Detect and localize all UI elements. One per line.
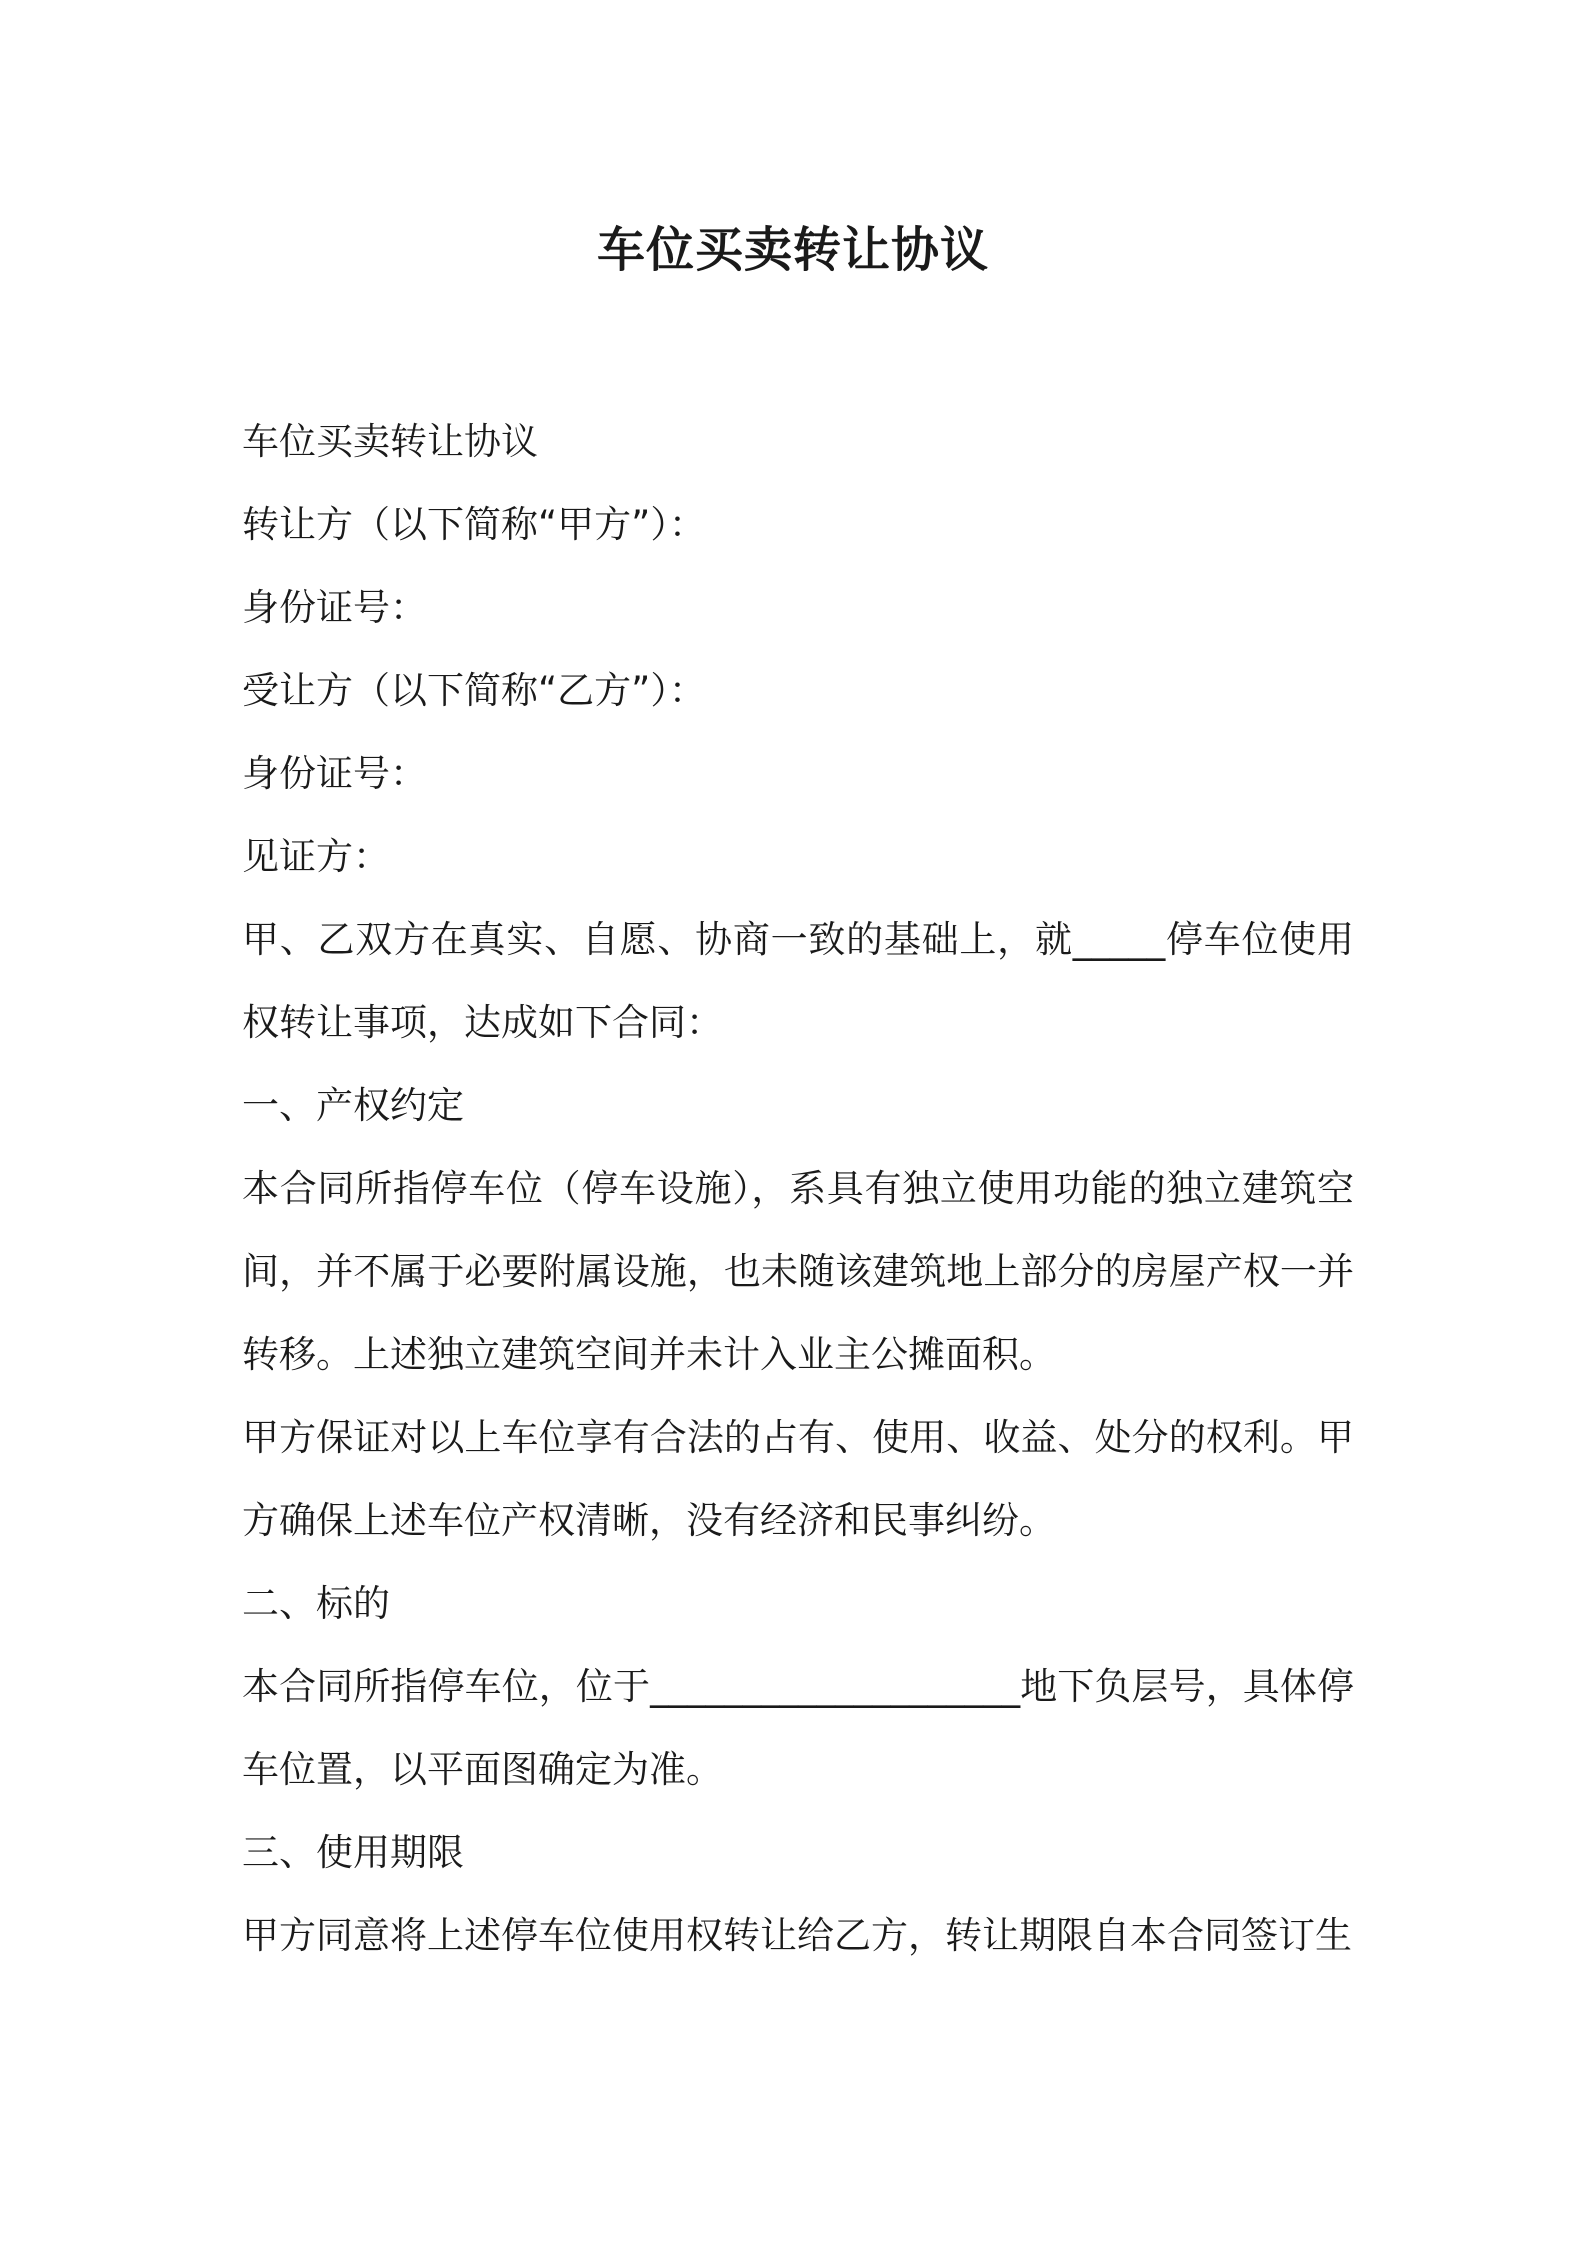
paragraph-transferor-id: 身份证号： [242, 586, 427, 629]
document-title: 车位买卖转让协议 [596, 222, 989, 278]
paragraph-term-body: 甲方同意将上述停车位使用权转让给乙方，转让期限自本合同签订生 [242, 1914, 1352, 1957]
paragraph-transferor: 转让方（以下简称“甲方”）： [242, 503, 706, 546]
paragraph-ownership-body: 本合同所指停车位（停车设施），系具有独立使用功能的独立建筑空间，并不属于必要附属设施，也未随该建筑地上部分的房屋产权一并转移。上述独立建筑空间并未计入业主公摊面积。 [242, 1167, 1354, 1376]
section-heading-term: 三、使用期限 [242, 1831, 464, 1874]
document-body [242, 400, 1354, 1977]
paragraph-ownership-guarantee: 甲方保证对以上车位享有合法的占有、使用、收益、处分的权利。甲方确保上述车位产权清晰，没有经济和民事纠纷。 [242, 1416, 1354, 1542]
section-heading-subject: 二、标的 [242, 1582, 390, 1625]
section-heading-ownership: 一、产权约定 [242, 1084, 464, 1127]
paragraph-transferee-id: 身份证号： [242, 752, 427, 795]
paragraph-subtitle: 车位买卖转让协议 [242, 420, 538, 463]
paragraph-preamble: 甲、乙双方在真实、自愿、协商一致的基础上，就_____停车位使用权转让事项，达成如下合同： [242, 918, 1354, 1044]
paragraph-witness: 见证方： [242, 835, 390, 878]
paragraph-subject-body: 本合同所指停车位，位于____________________地下负层号，具体停车位置，以平面图确定为准。 [242, 1665, 1354, 1791]
paragraph-transferee: 受让方（以下简称“乙方”）： [242, 669, 706, 712]
